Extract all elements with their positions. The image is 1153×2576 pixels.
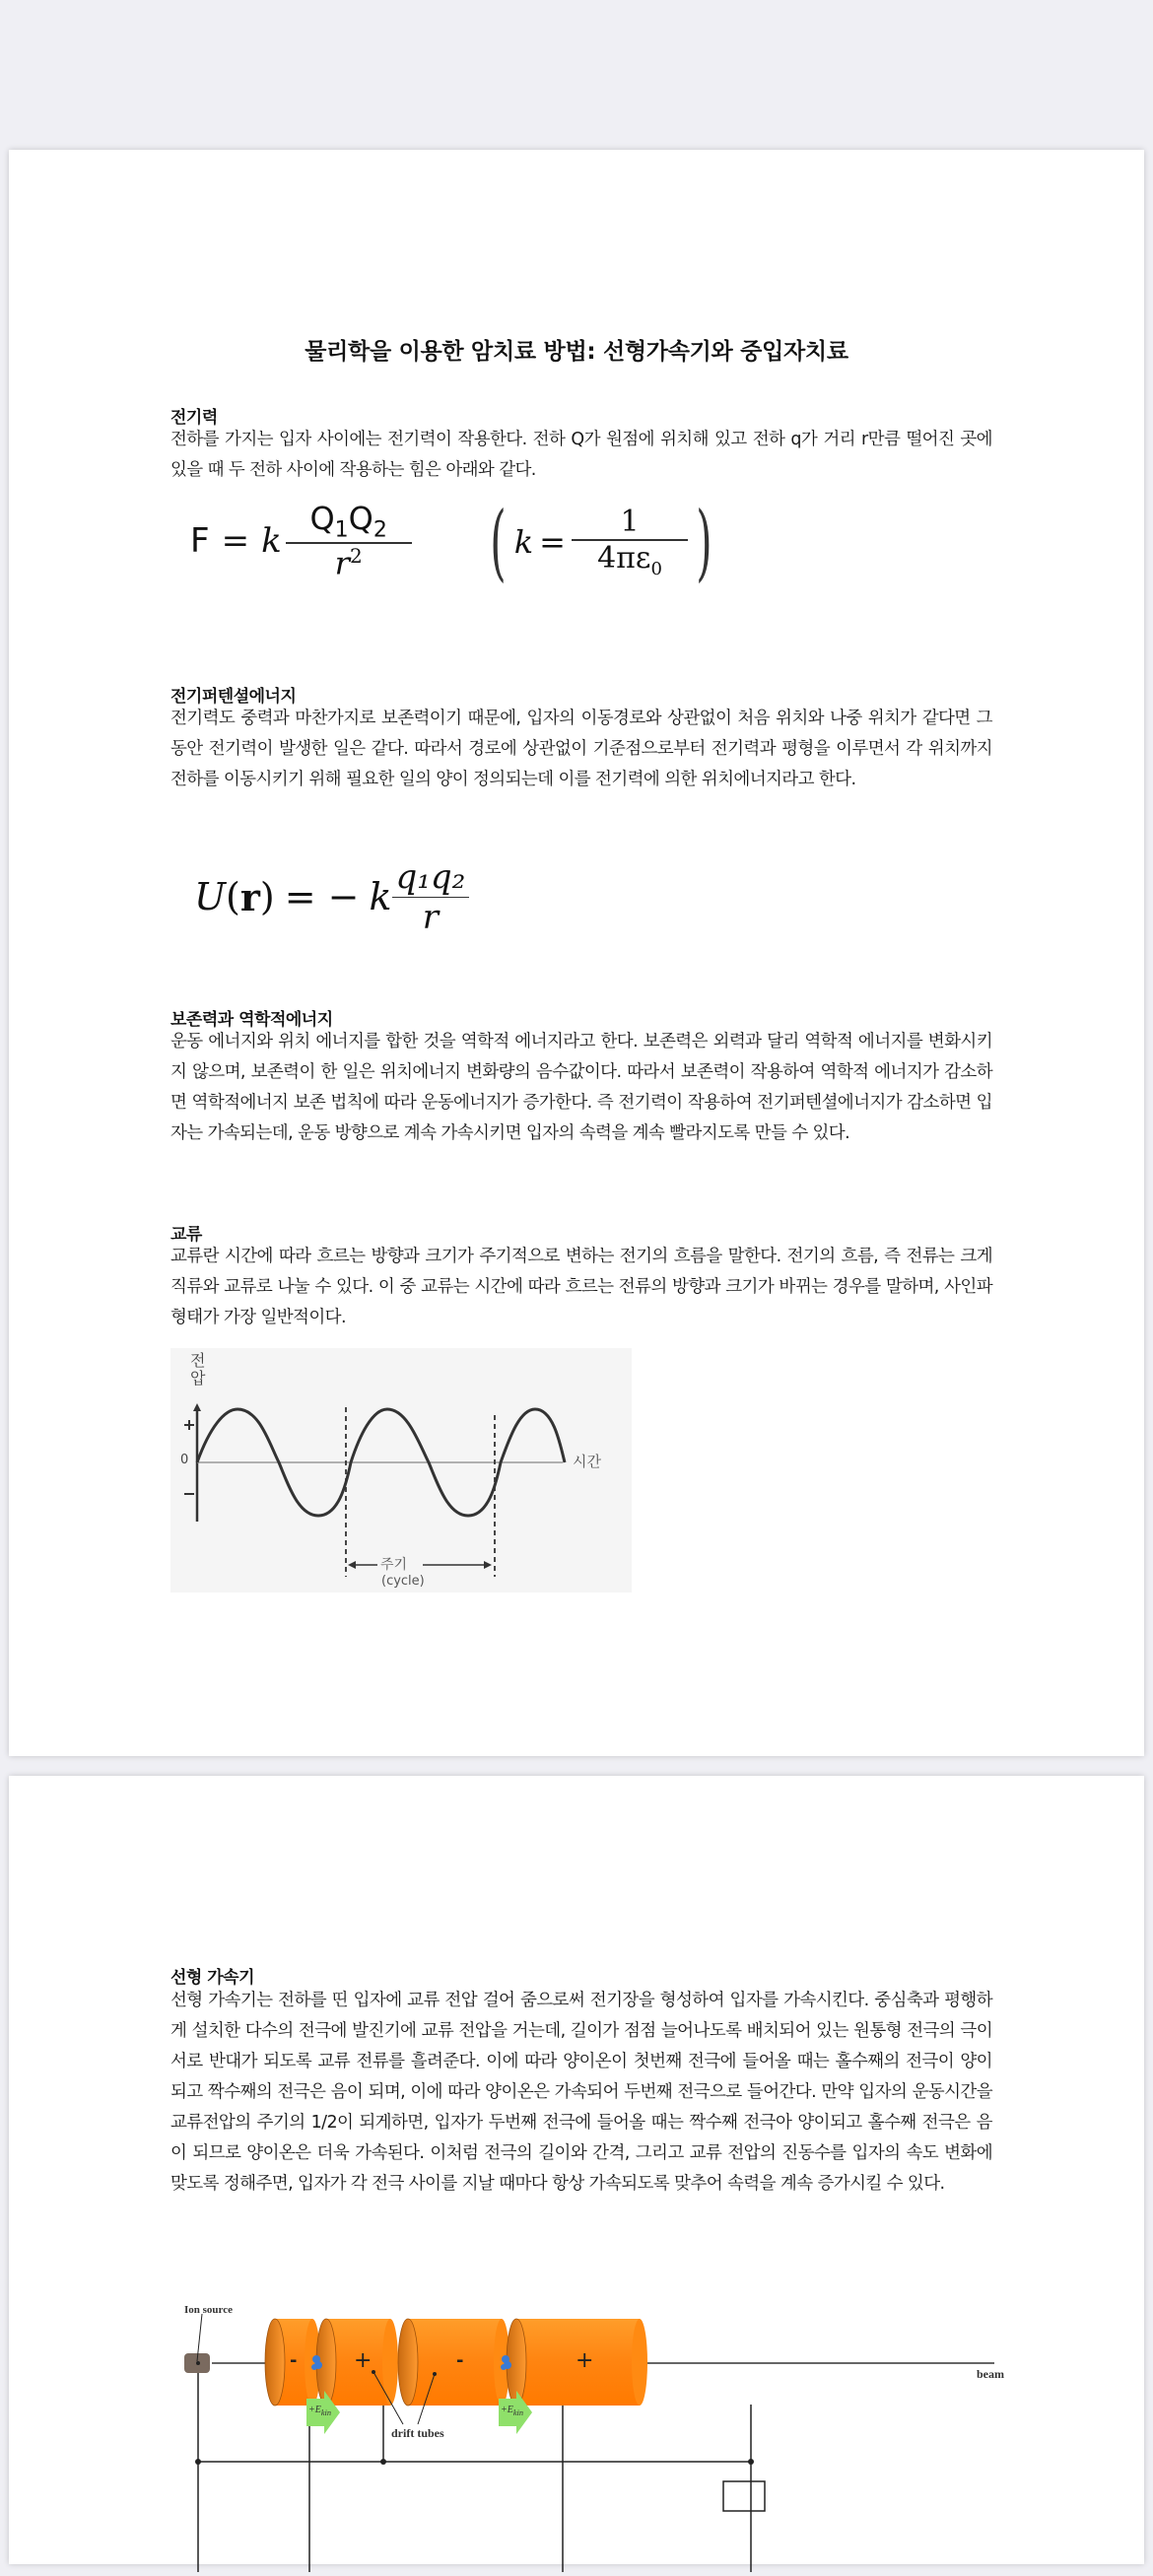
eq-const-equals: = xyxy=(539,523,566,561)
left-paren: ( xyxy=(490,494,507,590)
tube-sign-1: - xyxy=(290,2350,298,2371)
linear-accelerator-diagram xyxy=(176,2296,1014,2572)
eq-q2: Q xyxy=(348,499,373,537)
tube-sign-2: + xyxy=(354,2348,373,2373)
period-label: 주기 xyxy=(380,1557,408,1573)
tube-sign-3: - xyxy=(456,2350,464,2371)
eq-const-den-sub: 0 xyxy=(650,559,662,579)
section-paragraph-electric-potential-energy: 전기력도 중력과 마찬가지로 보존력이기 때문에, 입자의 이동경로와 상관없이 처음 위치와 나중 위치가 같다면 그동안 전기력이 발생한 일은 같다. 따라서 경로에 상관없이 기준점으로부터 전기력과 평형을 이루면서 각 위치까지 전하를 이동시키기 위해 필요한 일의 양이 정의되는데 이를 전기력에 의한 위치에너지라고 한다. xyxy=(170,709,992,789)
eq-lhs: F xyxy=(190,521,210,561)
ion-source-label: Ion source xyxy=(184,2304,233,2316)
tube-sign-4: + xyxy=(576,2348,594,2373)
y-axis-label: 전압 xyxy=(190,1351,206,1388)
document-page-1 xyxy=(9,150,1144,1756)
eq-potential-den: r xyxy=(392,897,470,937)
section-heading-linear-accelerator: 선형 가속기 xyxy=(170,1968,255,1988)
section-heading-electric-potential-energy: 전기퍼텐셜에너지 xyxy=(170,687,297,707)
section-paragraph-electric-force: 전하를 가지는 입자 사이에는 전기력이 작용한다. 전하 Q가 원점에 위치해 있고 전하 q가 거리 r만큼 떨어진 곳에 있을 때 두 전하 사이에 작용하는 힘은 아래와 같다. xyxy=(170,430,992,480)
eq-q1-sub: 1 xyxy=(334,517,349,543)
drift-tube-3 xyxy=(398,2319,509,2406)
eq-const-num: 1 xyxy=(620,505,640,539)
eq-potential-fraction xyxy=(392,857,470,937)
ekin-label-1 xyxy=(308,2405,331,2417)
eq-k: k xyxy=(261,521,282,561)
eq-r-bold: r xyxy=(239,874,260,919)
x-axis-label: 시간 xyxy=(573,1453,601,1470)
eq-paren-open: ( xyxy=(226,875,240,918)
eq-equals: = xyxy=(221,521,250,561)
section-heading-electric-force: 전기력 xyxy=(170,408,218,428)
ac-sine-wave-figure xyxy=(170,1348,632,1593)
section-paragraph-alternating-current: 교류란 시간에 따라 흐르는 방향과 크기가 주기적으로 변하는 전기의 흐름을 말한다. 전기의 흐름, 즉 전류는 크게 직류와 교류로 나눌 수 있다. 이 중 교류는 시간에 따라 흐르는 전류의 방향과 크기가 바뀌는 경우를 말하며, 사인파 형태가 가장 일반적이다. xyxy=(170,1247,992,1327)
eq-q2-sub: 2 xyxy=(373,517,387,543)
section-paragraph-conservative-force: 운동 에너지와 위치 에너지를 합한 것을 역학적 에너지라고 한다. 보존력은 외력과 달리 역학적 에너지를 변화시키지 않으며, 보존력이 한 일은 위치에너지 변화량의 음수값이다. 따라서 보존력이 작용하여 역학적 에너지가 감소하면 역학적에너지 보존 법칙에 따라 운동에너지가 증가한다. 즉 전기력이 작용하여 전기퍼텐셜에너지가 감소하면 입자는 가속되는데, 운동 방향으로 계속 가속시키면 입자의 속력을 계속 빨라지도록 만들 수 있다. xyxy=(170,1032,992,1143)
eq-r-sup: 2 xyxy=(349,544,363,569)
eq-U: U xyxy=(194,875,227,918)
eq-const-k: k xyxy=(513,523,534,561)
document-page-2 xyxy=(9,1776,1144,2564)
eq-r: r xyxy=(334,545,350,583)
linac-svg xyxy=(176,2296,1014,2572)
eq-k2: k xyxy=(369,875,392,918)
eq-q1: Q xyxy=(309,499,335,537)
eq-const-den: 4πε xyxy=(597,541,651,576)
potential-energy-equation xyxy=(194,857,469,936)
period-label-en: (cycle) xyxy=(381,1574,425,1589)
coulomb-constant-equation xyxy=(482,495,720,589)
right-paren: ) xyxy=(696,494,712,590)
eq-equals-minus: = − xyxy=(284,875,360,918)
eq-paren-close: ) xyxy=(259,875,275,918)
ekin-label-2 xyxy=(501,2405,523,2417)
drift-tubes-label: drift tubes xyxy=(391,2426,444,2440)
beam-label: beam xyxy=(977,2367,1004,2381)
ekin-text: +E xyxy=(308,2405,321,2415)
eq-potential-num: q₁q₂ xyxy=(395,856,466,897)
coulomb-equation xyxy=(190,497,412,585)
ekin-text: +E xyxy=(501,2405,513,2415)
ekin-sub: kin xyxy=(320,2408,332,2417)
eq-fraction xyxy=(286,500,412,582)
section-heading-conservative-force: 보존력과 역학적에너지 xyxy=(170,1010,333,1030)
section-heading-alternating-current: 교류 xyxy=(170,1225,202,1245)
section-paragraph-linear-accelerator: 선형 가속기는 전하를 띤 입자에 교류 전압 걸어 줌으로써 전기장을 형성하여 입자를 가속시킨다. 중심축과 평행하게 설치한 다수의 전극에 발진기에 교류 전압을 거는데, 길이가 점점 늘어나도록 배치되어 있는 원통형 전극의 극이 서로 반대가 되도록 교류 전류를 흘려준다. 이에 따라 양이온이 첫번째 전극에 들어올 때는 홀수째의 전극이 양이 되고 짝수째의 전극은 음이 되며, 이에 따라 양이온은 가속되어 두번째 전극으로 들어간다. 만약 입자의 운동시간을 교류전압의 주기의 1/2이 되게하면, 입자가 두번째 전극에 들어올 때는 짝수째 전극아 양이되고 홀수째 전극은 음이 되므로 양이온은 더욱 가속된다. 이처럼 전극의 길이와 간격, 그리고 교류 전압의 진동수를 입자의 속도 변화에 맞도록 정해주면, 입자가 각 전극 사이를 지날 때마다 항상 가속되도록 맞추어 속력을 계속 증가시킬 수 있다. xyxy=(170,1991,992,2194)
ekin-sub: kin xyxy=(512,2408,524,2417)
document-title: 물리학을 이용한 암치료 방법: 선형가속기와 중입자치료 xyxy=(305,339,848,365)
eq-const-fraction xyxy=(572,505,688,579)
zero-label: 0 xyxy=(180,1453,189,1467)
